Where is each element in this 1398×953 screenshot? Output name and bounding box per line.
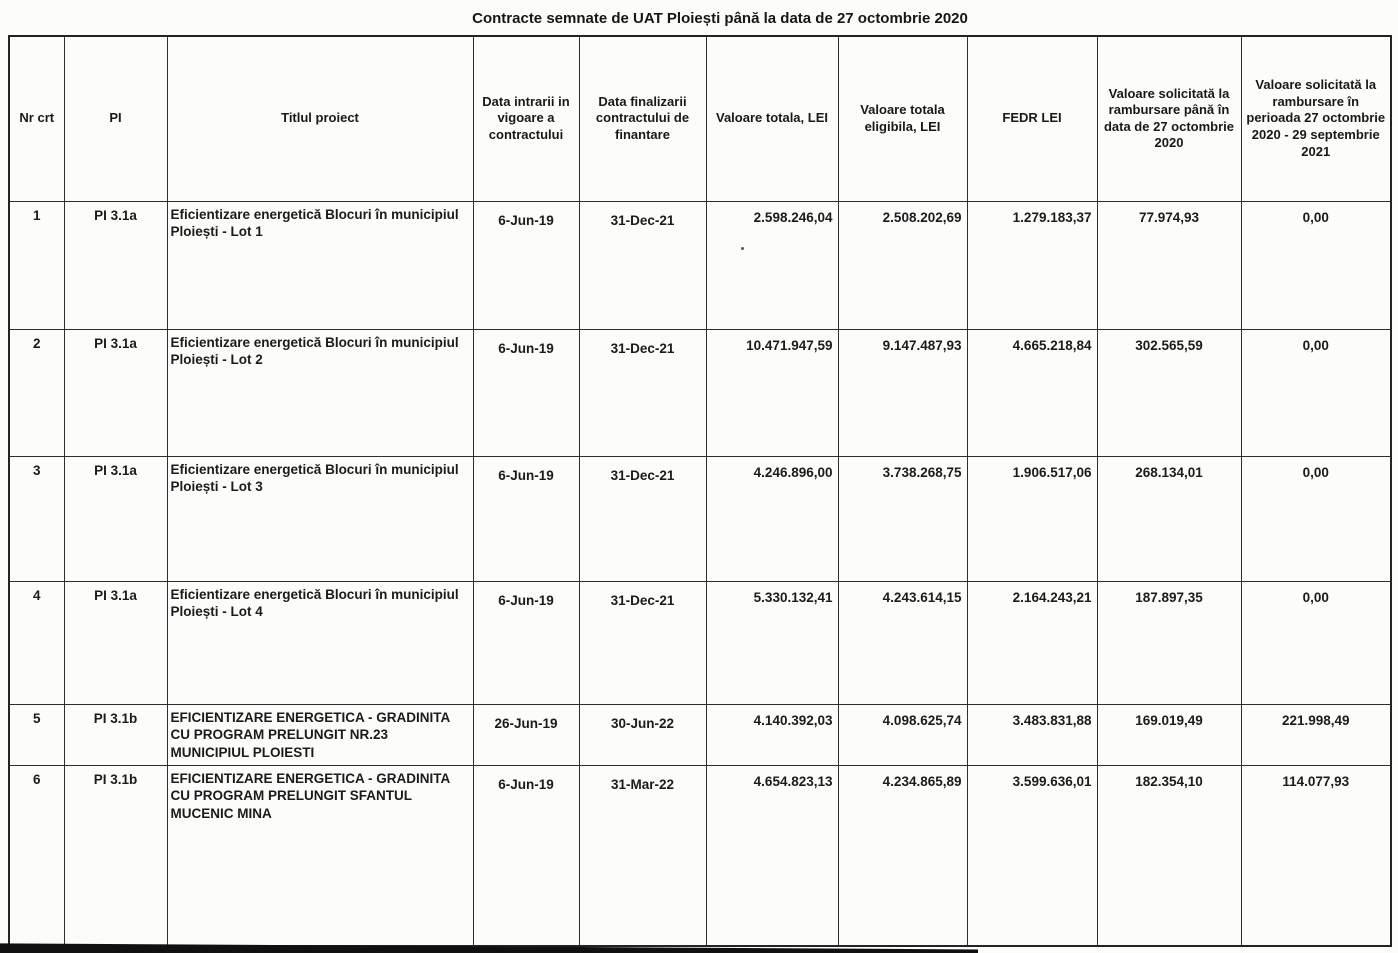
table-header-row — [9, 36, 1391, 201]
cell-total-value: 2.598.246,04 — [706, 201, 838, 329]
cell-start-date: 6-Jun-19 — [473, 456, 579, 581]
cell-start-date: 6-Jun-19 — [473, 765, 579, 946]
table-row — [9, 201, 1391, 329]
cell-fedr-value: 3.483.831,88 — [967, 704, 1097, 765]
cell-eligible-value: 3.738.268,75 — [838, 456, 967, 581]
table-row — [9, 329, 1391, 456]
cell-reimb-period: 0,00 — [1241, 456, 1391, 581]
cell-reimb-27oct: 169.019,49 — [1097, 704, 1241, 765]
cell-pi: PI 3.1a — [64, 329, 167, 456]
cell-reimb-period: 0,00 — [1241, 201, 1391, 329]
cell-nr: 2 — [9, 329, 64, 456]
contracts-table — [8, 35, 1392, 947]
cell-pi: PI 3.1a — [64, 201, 167, 329]
cell-pi: PI 3.1a — [64, 581, 167, 704]
table-row — [9, 581, 1391, 704]
cell-reimb-period: 0,00 — [1241, 329, 1391, 456]
cell-end-date: 30-Jun-22 — [579, 704, 706, 765]
cell-fedr-value: 3.599.636,01 — [967, 765, 1097, 946]
cell-reimb-27oct: 187.897,35 — [1097, 581, 1241, 704]
cell-fedr-value: 1.906.517,06 — [967, 456, 1097, 581]
cell-reimb-27oct: 268.134,01 — [1097, 456, 1241, 581]
cell-pi: PI 3.1a — [64, 456, 167, 581]
cell-project-title: Eficientizare energetică Blocuri în municipiul Ploiești - Lot 2 — [167, 329, 473, 456]
header-valoare-eligibila: Valoare totala eligibila, LEI — [838, 36, 967, 201]
cell-nr: 1 — [9, 201, 64, 329]
cell-total-value: 4.654.823,13 — [706, 765, 838, 946]
cell-reimb-27oct: 302.565,59 — [1097, 329, 1241, 456]
document-title: Contracte semnate de UAT Ploiești până la data de 27 octombrie 2020 — [472, 10, 968, 27]
cell-eligible-value: 4.243.614,15 — [838, 581, 967, 704]
cell-start-date: 26-Jun-19 — [473, 704, 579, 765]
cell-end-date: 31-Dec-21 — [579, 581, 706, 704]
header-valoare-totala: Valoare totala, LEI — [706, 36, 838, 201]
table-row — [9, 765, 1391, 946]
cell-nr: 4 — [9, 581, 64, 704]
cell-eligible-value: 9.147.487,93 — [838, 329, 967, 456]
cell-project-title: Eficientizare energetică Blocuri în municipiul Ploiești - Lot 3 — [167, 456, 473, 581]
cell-end-date: 31-Mar-22 — [579, 765, 706, 946]
cell-fedr-value: 1.279.183,37 — [967, 201, 1097, 329]
cell-project-title: Eficientizare energetică Blocuri în municipiul Ploiești - Lot 1 — [167, 201, 473, 329]
cell-start-date: 6-Jun-19 — [473, 581, 579, 704]
header-data-finalizarii: Data finalizarii contractului de finantare — [579, 36, 706, 201]
cell-total-value: 4.140.392,03 — [706, 704, 838, 765]
cell-reimb-27oct: 77.974,93 — [1097, 201, 1241, 329]
cell-pi: PI 3.1b — [64, 704, 167, 765]
scan-speck-artifact — [741, 247, 744, 250]
cell-start-date: 6-Jun-19 — [473, 201, 579, 329]
table-row — [9, 456, 1391, 581]
cell-reimb-period: 114.077,93 — [1241, 765, 1391, 946]
cell-eligible-value: 4.234.865,89 — [838, 765, 967, 946]
cell-end-date: 31-Dec-21 — [579, 201, 706, 329]
cell-total-value: 5.330.132,41 — [706, 581, 838, 704]
cell-fedr-value: 4.665.218,84 — [967, 329, 1097, 456]
table-row — [9, 704, 1391, 765]
cell-eligible-value: 2.508.202,69 — [838, 201, 967, 329]
cell-pi: PI 3.1b — [64, 765, 167, 946]
header-valoare-solicitata-perioada: Valoare solicitată la rambursare în perioada 27 octombrie 2020 - 29 septembrie 2021 — [1241, 36, 1391, 201]
cell-project-title: Eficientizare energetică Blocuri în municipiul Ploiești - Lot 4 — [167, 581, 473, 704]
cell-project-title: EFICIENTIZARE ENERGETICA - GRADINITA CU PROGRAM PRELUNGIT NR.23 MUNICIPIUL PLOIESTI — [167, 704, 473, 765]
cell-reimb-27oct: 182.354,10 — [1097, 765, 1241, 946]
header-nr-crt: Nr crt — [9, 36, 64, 201]
cell-project-title: EFICIENTIZARE ENERGETICA - GRADINITA CU PROGRAM PRELUNGIT SFANTUL MUCENIC MINA — [167, 765, 473, 946]
cell-fedr-value: 2.164.243,21 — [967, 581, 1097, 704]
cell-nr: 3 — [9, 456, 64, 581]
cell-nr: 5 — [9, 704, 64, 765]
cell-total-value: 4.246.896,00 — [706, 456, 838, 581]
cell-start-date: 6-Jun-19 — [473, 329, 579, 456]
cell-reimb-period: 0,00 — [1241, 581, 1391, 704]
cell-eligible-value: 4.098.625,74 — [838, 704, 967, 765]
cell-nr: 6 — [9, 765, 64, 946]
header-pi: PI — [64, 36, 167, 201]
header-fedr: FEDR LEI — [967, 36, 1097, 201]
header-valoare-solicitata-27oct: Valoare solicitată la rambursare până în data de 27 octombrie 2020 — [1097, 36, 1241, 201]
cell-end-date: 31-Dec-21 — [579, 329, 706, 456]
cell-end-date: 31-Dec-21 — [579, 456, 706, 581]
cell-reimb-period: 221.998,49 — [1241, 704, 1391, 765]
cell-total-value: 10.471.947,59 — [706, 329, 838, 456]
header-data-intrarii: Data intrarii in vigoare a contractului — [473, 36, 579, 201]
header-titlul-proiect: Titlul proiect — [167, 36, 473, 201]
